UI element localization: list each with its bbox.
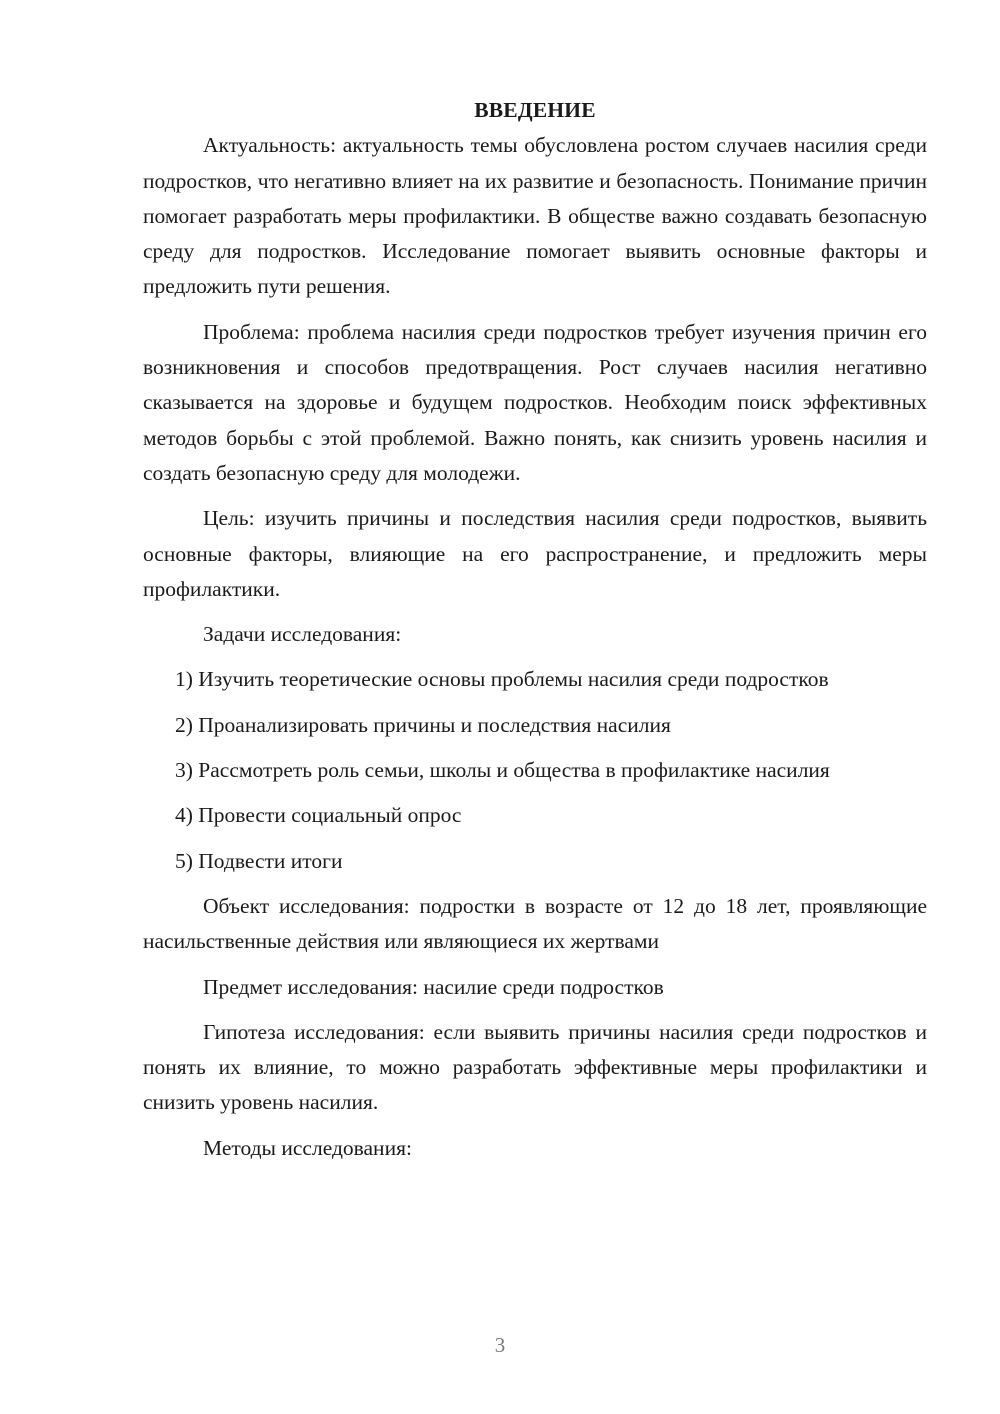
- object-paragraph: Объект исследования: подростки в возрасте от 12 до 18 лет, проявляющие насильственные действия или являющиеся их жертвами: [143, 893, 927, 954]
- methods-heading: Методы исследования:: [203, 1135, 412, 1160]
- task-item-3: 3) Рассмотреть роль семьи, школы и общества в профилактике насилия: [175, 758, 830, 783]
- page-number: 3: [494, 1333, 506, 1357]
- task-item-4: 4) Провести социальный опрос: [175, 803, 462, 828]
- subject-paragraph: Предмет исследования: насилие среди подростков: [203, 974, 664, 999]
- task-item-1: 1) Изучить теоретические основы проблемы насилия среди подростков: [175, 667, 829, 692]
- task-item-5: 5) Подвести итоги: [175, 848, 343, 873]
- goal-paragraph: Цель: изучить причины и последствия насилия среди подростков, выявить основные факторы, влияющие на его распространение, и предложить меры профилактики.: [143, 506, 927, 601]
- page-content: [143, 93, 927, 1176]
- task-item-2: 2) Проанализировать причины и последствия насилия: [175, 712, 671, 737]
- tasks-heading: Задачи исследования:: [203, 622, 402, 647]
- page-title: ВВЕДЕНИЕ: [474, 98, 596, 122]
- relevance-paragraph: Актуальность: актуальность темы обусловлена ростом случаев насилия среди подростков, что негативно влияет на их развитие и безопасность. Понимание причин помогает разработать меры профилактики. В обществе важно создавать безопасную среду для подростков. Исследование помогает выявить основные факторы и предложить пути решения.: [143, 133, 927, 299]
- hypothesis-paragraph: Гипотеза исследования: если выявить причины насилия среди подростков и понять их влияние, то можно разработать эффективные меры профилактики и снизить уровень насилия.: [143, 1019, 927, 1115]
- problem-paragraph: Проблема: проблема насилия среди подростков требует изучения причин его возникновения и способов предотвращения. Рост случаев насилия негативно сказывается на здоровье и будущем подростков. Необходим поиск эффективных методов борьбы с этой проблемой. Важно понять, как снизить уровень насилия и создать безопасную среду для молодежи.: [143, 319, 927, 485]
